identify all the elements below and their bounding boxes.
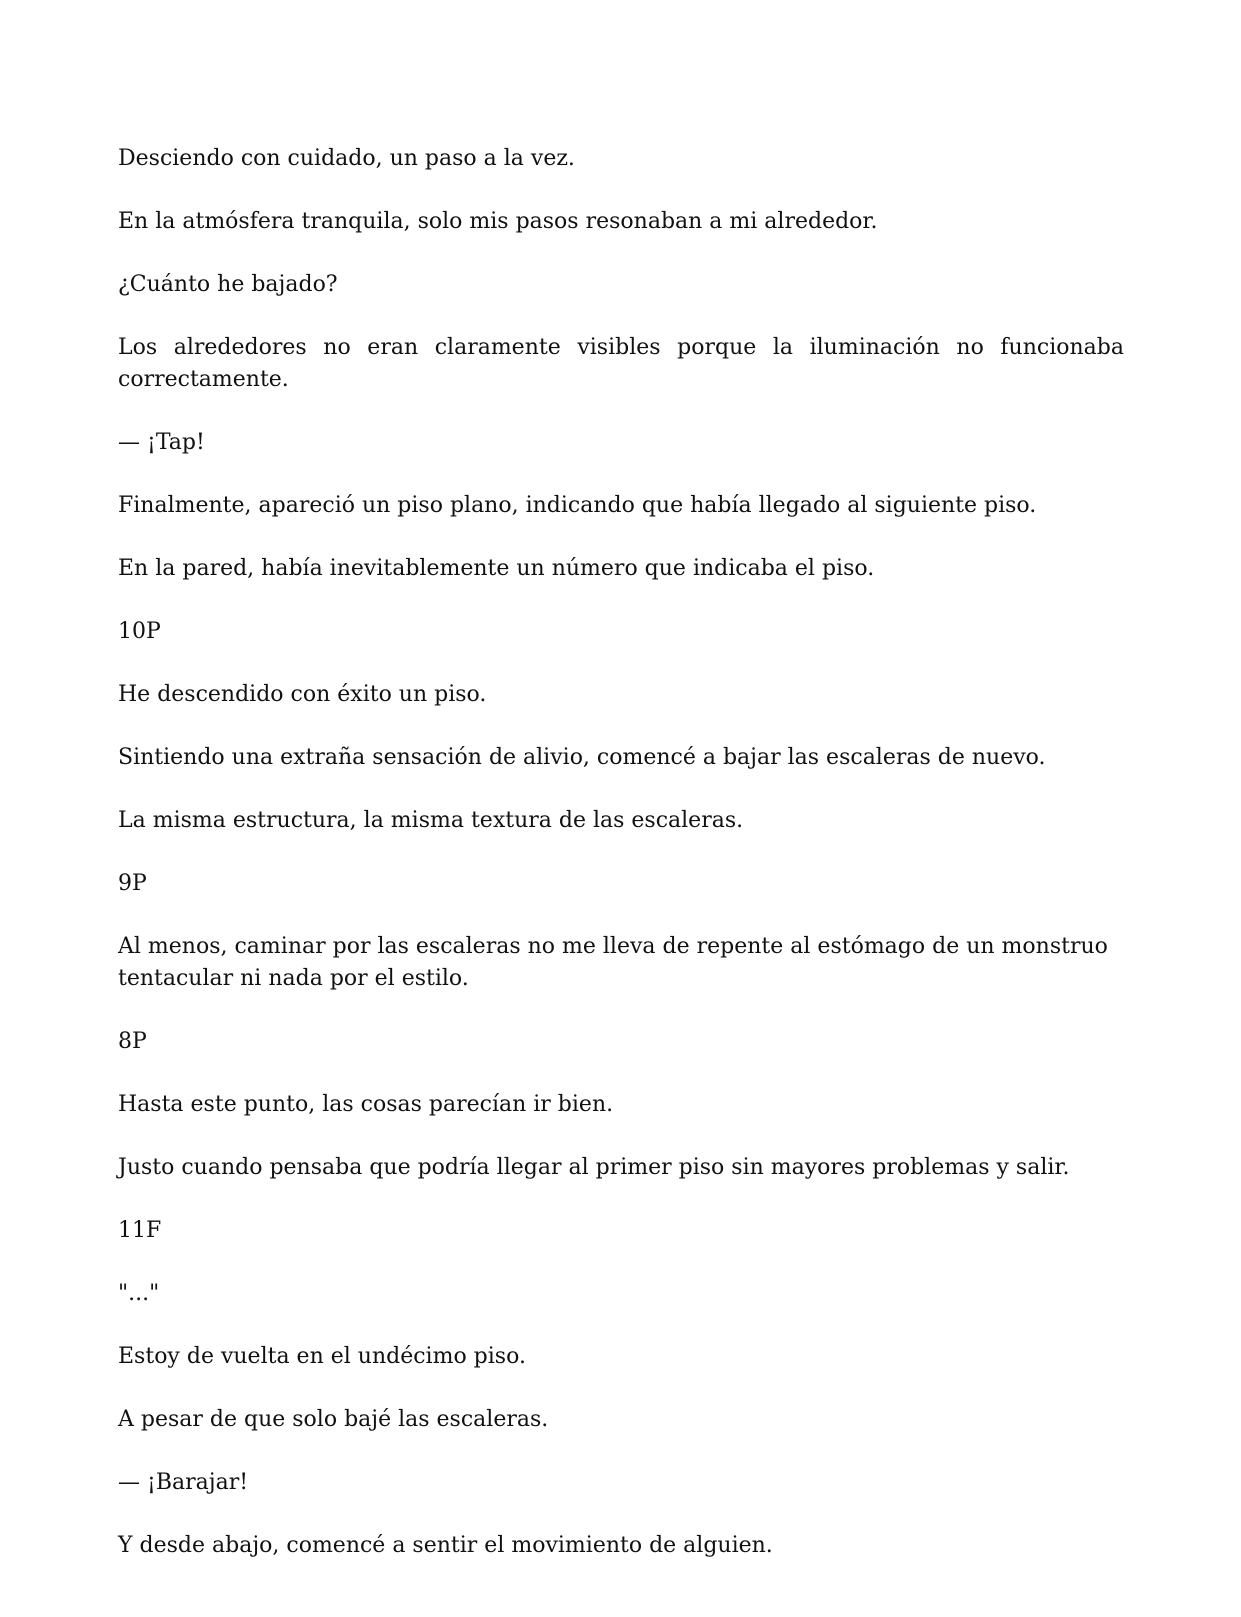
paragraph: Sintiendo una extraña sensación de alivio, comencé a bajar las escaleras de nuevo. bbox=[118, 745, 1046, 770]
paragraph: Justo cuando pensaba que podría llegar al primer piso sin mayores problemas y salir. bbox=[118, 1155, 1070, 1180]
paragraph: Estoy de vuelta en el undécimo piso. bbox=[118, 1344, 526, 1369]
floor-number: 8P bbox=[118, 1029, 147, 1054]
paragraph: Los alrededores no eran claramente visibles porque la iluminación no funcionaba correctamente. bbox=[118, 335, 1124, 392]
paragraph: — ¡Barajar! bbox=[118, 1470, 249, 1495]
paragraph: Y desde abajo, comencé a sentir el movimiento de alguien. bbox=[118, 1533, 773, 1558]
floor-number: 10P bbox=[118, 619, 161, 644]
paragraph: — ¡Tap! bbox=[118, 430, 205, 455]
paragraph: He descendido con éxito un piso. bbox=[118, 682, 487, 707]
paragraph: Finalmente, apareció un piso plano, indicando que había llegado al siguiente piso. bbox=[118, 493, 1037, 518]
paragraph: Desciendo con cuidado, un paso a la vez. bbox=[118, 146, 575, 171]
paragraph: A pesar de que solo bajé las escaleras. bbox=[118, 1407, 549, 1432]
floor-number: 11F bbox=[118, 1218, 162, 1243]
paragraph: ¿Cuánto he bajado? bbox=[118, 272, 338, 297]
paragraph: Hasta este punto, las cosas parecían ir bien. bbox=[118, 1092, 614, 1117]
floor-number: 9P bbox=[118, 871, 147, 896]
paragraph: La misma estructura, la misma textura de las escaleras. bbox=[118, 808, 744, 833]
paragraph: Al menos, caminar por las escaleras no me lleva de repente al estómago de un monstruo tentacular ni nada por el estilo. bbox=[118, 934, 1108, 991]
document-page bbox=[118, 143, 1124, 1593]
paragraph: En la pared, había inevitablemente un número que indicaba el piso. bbox=[118, 556, 875, 581]
paragraph: "..." bbox=[118, 1281, 160, 1306]
paragraph: En la atmósfera tranquila, solo mis pasos resonaban a mi alrededor. bbox=[118, 209, 878, 234]
